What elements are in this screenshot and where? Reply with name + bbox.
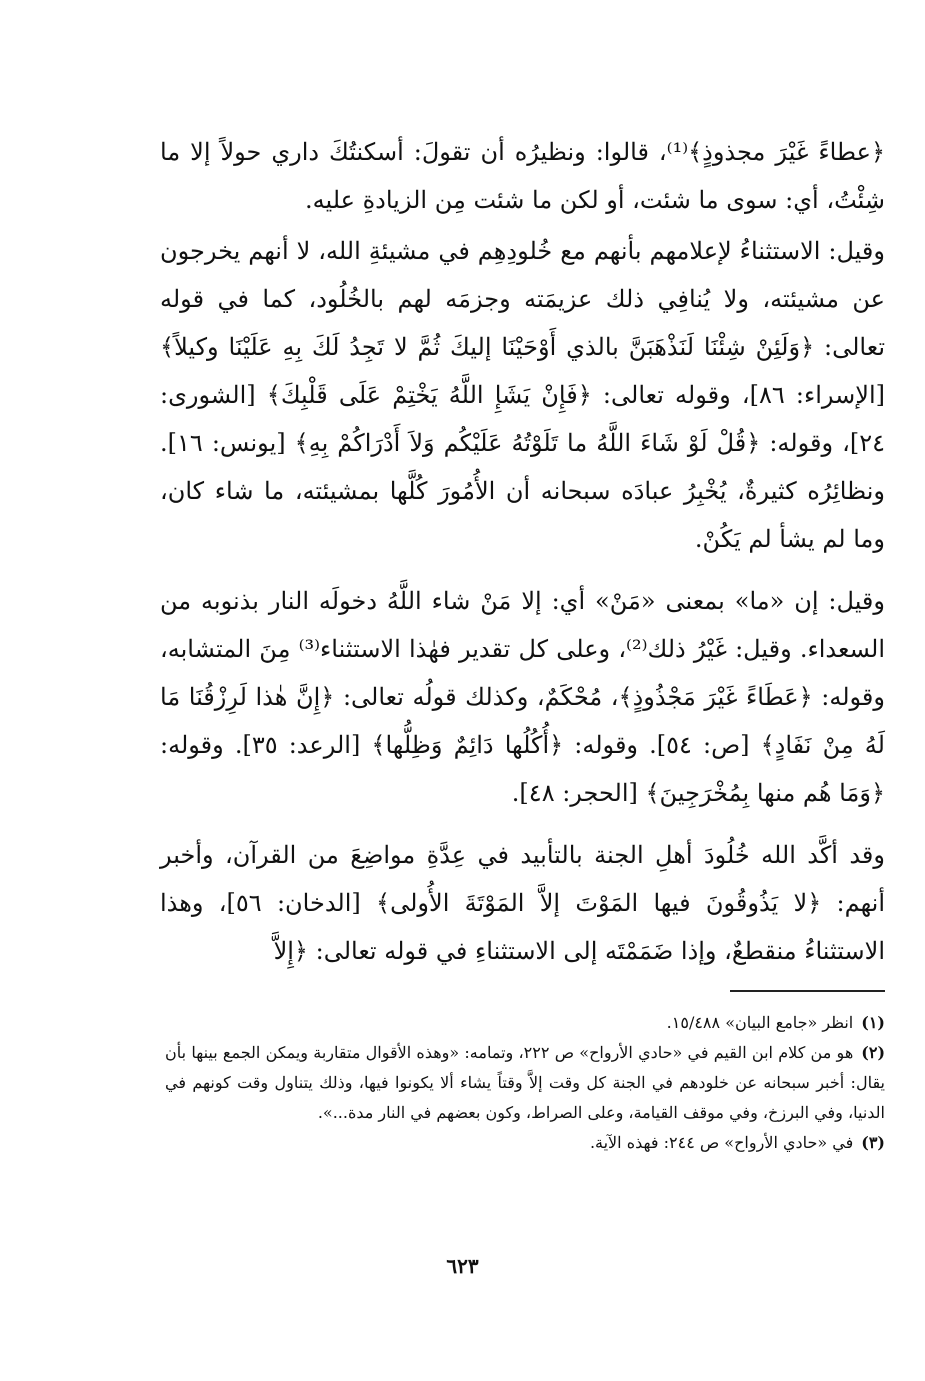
footnote-1-number: (١)	[861, 1013, 885, 1032]
paragraph-2: وقيل: الاستثناءُ لإعلامهم بأنهم مع خُلودِهِم في مشيئةِ الله، لا أنهم يخرجون عن مشيئته، ولا يُنافِي ذلك عزيمَته وجزمَه لهم بالخُلُود، كما في قوله تعالى: ﴿وَلَئِنْ شِئْنَا لَنَذْهَبَنَّ بالذي أَوْحَيْنَا إليكَ ثُمَّ لا تَجِدُ لَكَ بِهِ عَلَيْنَا وكيلاً﴾ [الإسراء: ٨٦]، وقوله تعالى: ﴿فَإِنْ يَشَإِ اللَّهُ يَخْتِمْ عَلَى قَلْبِكَ﴾ [الشورى: ٢٤]، وقوله: ﴿قُلْ لَوْ شَاءَ اللَّهُ ما تَلَوْتُهُ عَلَيْكُم وَلاَ أَدْرَاكُمْ بِهِ﴾ [يونس: ١٦]. ونظائِرُه كثيرةٌ، يُخْبِرُ عبادَه سبحانه أن الأُمُورَ كُلَّها بمشيئته، ما شاء كان، وما لم يشأ لم يَكُنْ.	[160, 237, 885, 553]
footnote-3-number: (٣)	[861, 1133, 885, 1152]
footnote-3	[165, 1128, 885, 1158]
footnote-3-text: في «حادي الأرواح» ص ٢٤٤: فهذه الآية.	[589, 1133, 854, 1152]
footnote-1	[165, 1008, 885, 1038]
paragraph-3: وقيل: إن «ما» بمعنى «مَنْ» أي: إلا مَنْ شاء اللَّهُ دخولَه النار بذنوبه من السعداء. وقيل: غَيْرُ ذلك⁽²⁾، وعلى كل تقدير فهٰذا الاستثناء⁽³⁾ مِنَ المتشابه، وقوله: ﴿عَطَاءً غَيْرَ مَجْذُوذٍ﴾، مُحْكَمٌ، وكذلك قولُه تعالى: ﴿إِنَّ هٰذا لَرِزْقُنَا مَا لَهُ مِنْ نَفَادٍ﴾ [ص: ٥٤]. وقوله: ﴿أُكُلُها دَائِمٌ وَظِلُّها﴾ [الرعد: ٣٥]. وقوله: ﴿وَمَا هُم منها بِمُخْرَجِينَ﴾ [الحجر: ٤٨].	[160, 587, 885, 807]
footnote-2-text: هو من كلام ابن القيم في «حادي الأرواح» ص ٢٢٢، وتمامه: «وهذه الأقوال متقاربة ويمكن الجمع بينها بأن يقال: أخبر سبحانه عن خلودهم في الجنة كل وقت إلاَّ وقتاً يشاء ألا يكونوا فيها، وذلك يتناول وقت كونهم في الدنيا، وفي البرزخ، وفي موقف القيامة، وعلى الصراط، وكون بعضهم في النار مدة...».	[165, 1043, 885, 1122]
footnote-2	[165, 1038, 885, 1128]
footnote-divider	[730, 990, 885, 992]
footnote-1-text: انظر «جامع البيان» ١٥/٤٨٨.	[666, 1013, 854, 1032]
paragraph-4: وقد أكَّد الله خُلُودَ أهلِ الجنة بالتأبيد في عِدَّةِ مواضِعَ من القرآن، وأخبر أنهم: ﴿لا يَذُوقُونَ فيها المَوْتَ إلاَّ المَوْتَةَ الأُولى﴾ [الدخان: ٥٦]، وهذا الاستثناءُ منقطعٌ، وإذا ضَمَمْتَه إلى الاستثناءِ في قوله تعالى: ﴿إِلاَّ	[160, 841, 885, 965]
page-number: ٦٢٣	[446, 1254, 479, 1278]
footnote-2-number: (٢)	[861, 1043, 886, 1062]
paragraph-1: ﴿عطاءً غَيْرَ مجذوذٍ﴾⁽¹⁾، قالوا: ونظيرُه أن تقولَ: أسكنتُكَ داري حولاً إلا ما شِئْتُ، أي: سوى ما شئت، أو لكن ما شئت مِن الزيادةِ عليه.	[160, 138, 886, 214]
main-text	[160, 128, 885, 975]
footnotes	[165, 1008, 885, 1158]
